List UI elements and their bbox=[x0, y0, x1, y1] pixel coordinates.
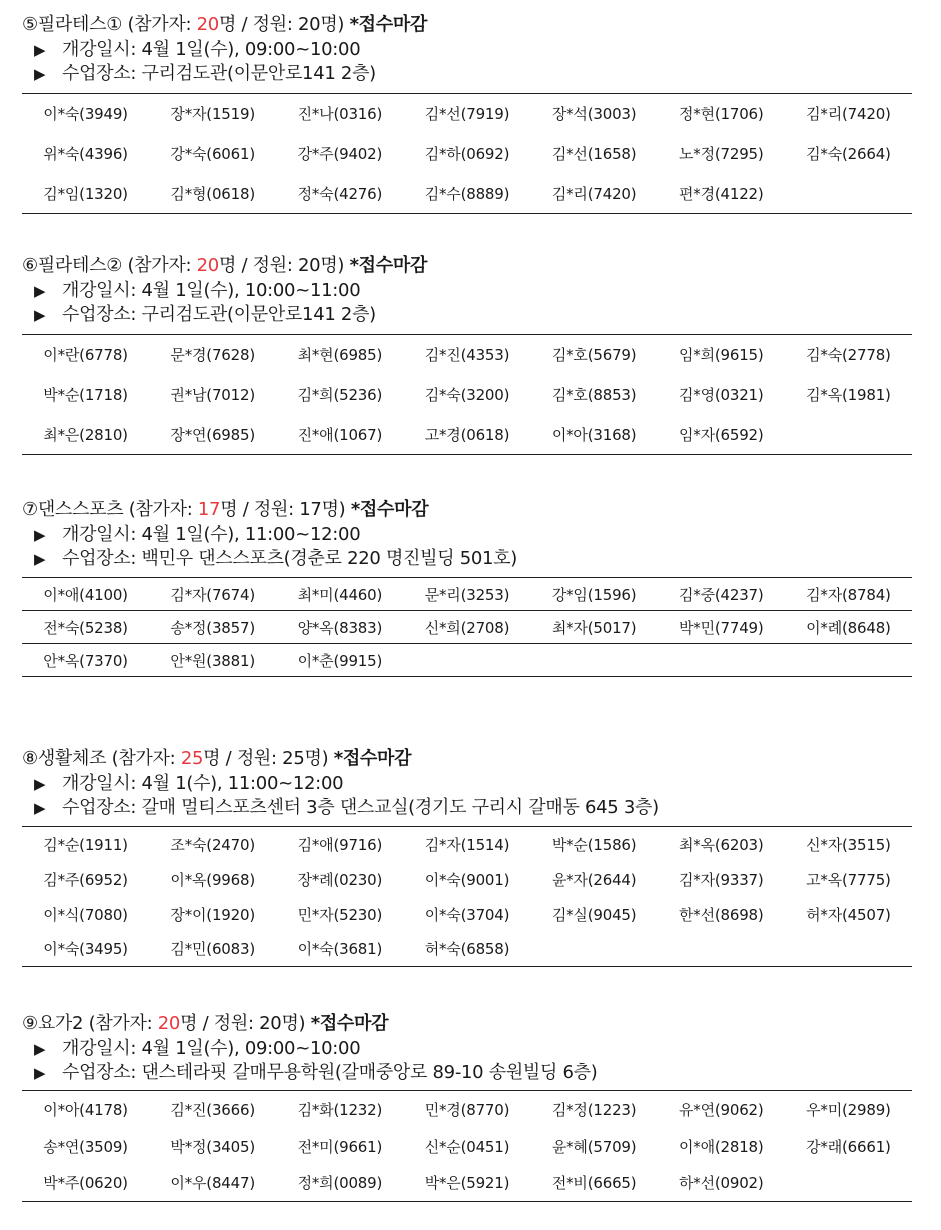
participant-cell: 문*경(7628) bbox=[170, 346, 255, 365]
participant-cell: 강*숙(6061) bbox=[170, 145, 255, 163]
participant-count: 17 bbox=[197, 499, 221, 520]
participant-cell: 이*숙(9001) bbox=[424, 870, 510, 889]
participant-cell: 이*숙(3681) bbox=[297, 940, 383, 959]
participant-cell: 조*숙(2470) bbox=[170, 835, 255, 854]
participant-cell: 김*자(8784) bbox=[806, 585, 891, 604]
participants-prefix: (참가자: bbox=[127, 14, 197, 35]
table-row bbox=[22, 1165, 912, 1202]
participant-cell: 정*숙(4276) bbox=[297, 184, 383, 203]
closed-notice: *접수마감 bbox=[349, 14, 428, 35]
participant-cell: 장*이(1920) bbox=[170, 905, 255, 924]
place-line: ▶ 수업장소: 백민우 댄스스포츠(경춘로 220 명진빌딩 501호) bbox=[34, 548, 517, 569]
triangle-bullet-icon: ▶ bbox=[34, 1064, 46, 1082]
place-line: ▶ 수업장소: 구리검도관(이문안로141 2층) bbox=[34, 304, 376, 325]
participant-cell: 최*자(5017) bbox=[551, 618, 637, 637]
closed-notice: *접수마감 bbox=[350, 499, 429, 520]
class-section-pilates-2 bbox=[22, 253, 912, 455]
participant-cell: 최*미(4460) bbox=[297, 585, 383, 604]
participant-cell: 박*순(1586) bbox=[551, 835, 637, 854]
participant-cell: 최*은(2810) bbox=[43, 425, 128, 444]
participant-cell: 김*자(1514) bbox=[424, 835, 510, 854]
participant-cell: 우*미(2989) bbox=[806, 1100, 891, 1119]
participant-table bbox=[22, 93, 912, 214]
participant-cell: 김*애(9716) bbox=[297, 835, 383, 854]
participant-cell: 장*연(6985) bbox=[170, 425, 255, 444]
participant-cell: 이*숙(3495) bbox=[43, 940, 128, 959]
participant-cell: 이*례(8648) bbox=[806, 618, 891, 637]
participant-cell: 민*자(5230) bbox=[297, 905, 383, 924]
class-title: ⑨요가2 bbox=[22, 1013, 84, 1034]
participant-cell: 위*숙(4396) bbox=[43, 145, 128, 163]
participant-cell: 노*정(7295) bbox=[678, 145, 764, 163]
participant-cell: 윤*혜(5709) bbox=[551, 1137, 637, 1156]
participant-cell: 임*자(6592) bbox=[678, 425, 764, 444]
participants-prefix: (참가자: bbox=[127, 255, 197, 276]
place-line: ▶ 수업장소: 구리검도관(이문안로141 2층) bbox=[34, 63, 376, 84]
participant-cell: 허*자(4507) bbox=[806, 905, 891, 924]
capacity-text: 명 / 정원: 20명) bbox=[218, 255, 345, 276]
participant-cell: 진*애(1067) bbox=[297, 425, 383, 444]
participant-cell: 안*원(3881) bbox=[170, 651, 255, 670]
participant-cell: 김*실(9045) bbox=[551, 905, 637, 924]
participant-cell: 김*선(1658) bbox=[551, 145, 637, 163]
participant-cell: 김*옥(1981) bbox=[806, 386, 891, 404]
participant-cell: 허*숙(6858) bbox=[424, 940, 510, 959]
table-row bbox=[22, 644, 912, 677]
participant-cell: 이*숙(3949) bbox=[43, 105, 128, 124]
participant-cell: 김*하(0692) bbox=[424, 145, 510, 163]
closed-notice: *접수마감 bbox=[333, 748, 412, 769]
class-title: ⑧생활체조 bbox=[22, 748, 107, 769]
participant-cell: 신*자(3515) bbox=[806, 835, 891, 854]
participant-cell: 김*순(1911) bbox=[43, 835, 128, 854]
triangle-bullet-icon: ▶ bbox=[34, 282, 46, 300]
triangle-bullet-icon: ▶ bbox=[34, 65, 46, 83]
participant-cell: 강*임(1596) bbox=[551, 585, 637, 604]
participant-cell: 김*리(7420) bbox=[551, 184, 637, 203]
participant-cell: 최*현(6985) bbox=[297, 346, 383, 365]
triangle-bullet-icon: ▶ bbox=[34, 306, 46, 324]
participant-cell: 김*주(6952) bbox=[43, 870, 128, 889]
participant-cell: 진*나(0316) bbox=[297, 105, 383, 124]
class-title: ⑥필라테스② bbox=[22, 255, 123, 276]
place-line: ▶ 수업장소: 갈매 멀티스포츠센터 3층 댄스교실(경기도 구리시 갈매동 645 3층) bbox=[34, 797, 659, 818]
participants-prefix: (참가자: bbox=[88, 1013, 158, 1034]
participant-cell: 전*숙(5238) bbox=[43, 618, 128, 637]
participant-cell: 편*경(4122) bbox=[678, 184, 764, 203]
capacity-text: 명 / 정원: 17명) bbox=[220, 499, 346, 520]
triangle-bullet-icon: ▶ bbox=[34, 41, 46, 59]
participant-cell: 안*옥(7370) bbox=[43, 651, 128, 670]
participant-cell: 송*정(3857) bbox=[170, 618, 255, 637]
closed-notice: *접수마감 bbox=[349, 255, 428, 276]
participant-cell: 김*숙(3200) bbox=[424, 386, 510, 404]
table-row bbox=[22, 174, 912, 214]
participants-prefix: (참가자: bbox=[128, 499, 198, 520]
participant-cell: 이*애(2818) bbox=[678, 1137, 764, 1156]
participant-cell: 이*아(4178) bbox=[43, 1100, 128, 1119]
participant-cell: 김*희(5236) bbox=[297, 386, 383, 404]
participant-table bbox=[22, 334, 912, 455]
participant-cell bbox=[658, 644, 785, 677]
participant-cell: 박*주(0620) bbox=[43, 1174, 128, 1193]
participant-cell: 김*임(1320) bbox=[43, 184, 128, 203]
participant-cell: 하*선(0902) bbox=[678, 1174, 764, 1193]
participants-prefix: (참가자: bbox=[111, 748, 181, 769]
participant-cell bbox=[785, 932, 912, 967]
participant-cell: 강*래(6661) bbox=[806, 1137, 891, 1156]
capacity-text: 명 / 정원: 20명) bbox=[218, 14, 345, 35]
section-title-line bbox=[22, 497, 912, 523]
participant-cell: 이*춘(9915) bbox=[297, 651, 383, 670]
participant-cell: 한*선(8698) bbox=[678, 905, 764, 924]
participant-cell bbox=[658, 932, 785, 967]
participant-cell: 장*석(3003) bbox=[551, 105, 637, 124]
participant-cell: 이*란(6778) bbox=[43, 346, 128, 365]
participant-cell: 김*화(1232) bbox=[297, 1100, 383, 1119]
participant-cell: 신*순(0451) bbox=[424, 1137, 510, 1156]
participant-cell: 유*연(9062) bbox=[678, 1100, 764, 1119]
participant-cell: 전*미(9661) bbox=[297, 1137, 383, 1156]
class-section-pilates-1 bbox=[22, 12, 912, 214]
participant-cell: 박*은(5921) bbox=[424, 1174, 510, 1193]
participant-cell: 김*자(7674) bbox=[170, 585, 255, 604]
participant-cell: 이*애(4100) bbox=[43, 585, 128, 604]
participant-cell: 김*선(7919) bbox=[424, 105, 510, 124]
participant-cell: 김*형(0618) bbox=[170, 184, 255, 203]
participant-cell: 김*호(5679) bbox=[551, 346, 637, 365]
participant-cell: 이*아(3168) bbox=[551, 425, 637, 444]
table-row bbox=[22, 611, 912, 644]
participant-cell: 박*순(1718) bbox=[43, 386, 128, 404]
table-row bbox=[22, 335, 912, 375]
capacity-text: 명 / 정원: 25명) bbox=[203, 748, 329, 769]
participant-cell: 김*수(8889) bbox=[424, 184, 510, 203]
participant-table bbox=[22, 826, 912, 967]
participant-cell bbox=[785, 174, 912, 214]
triangle-bullet-icon: ▶ bbox=[34, 775, 46, 793]
participant-count: 20 bbox=[196, 255, 219, 276]
participant-cell: 김*숙(2664) bbox=[806, 145, 891, 163]
triangle-bullet-icon: ▶ bbox=[34, 550, 46, 568]
participant-cell: 장*자(1519) bbox=[170, 105, 255, 124]
participant-cell: 고*경(0618) bbox=[424, 425, 510, 444]
triangle-bullet-icon: ▶ bbox=[34, 1040, 46, 1058]
participant-cell bbox=[785, 1165, 912, 1202]
section-title-line bbox=[22, 1011, 912, 1037]
participant-cell: 김*정(1223) bbox=[551, 1100, 637, 1119]
date-line: ▶ 개강일시: 4월 1일(수), 10:00~11:00 bbox=[34, 280, 361, 301]
participant-cell: 박*정(3405) bbox=[170, 1137, 255, 1156]
participant-cell: 문*리(3253) bbox=[424, 585, 510, 604]
participant-cell: 전*비(6665) bbox=[551, 1174, 637, 1193]
participant-cell: 김*진(3666) bbox=[170, 1100, 255, 1119]
participant-cell bbox=[531, 644, 658, 677]
participant-cell: 김*민(6083) bbox=[170, 940, 255, 959]
capacity-text: 명 / 정원: 20명) bbox=[180, 1013, 306, 1034]
table-row bbox=[22, 578, 912, 611]
date-line: ▶ 개강일시: 4월 1일(수), 09:00~10:00 bbox=[34, 1038, 361, 1059]
participant-cell: 정*희(0089) bbox=[297, 1174, 383, 1193]
date-line: ▶ 개강일시: 4월 1일(수), 09:00~10:00 bbox=[34, 39, 361, 60]
table-row bbox=[22, 1128, 912, 1165]
participant-cell: 김*자(9337) bbox=[678, 870, 764, 889]
participant-count: 20 bbox=[157, 1013, 181, 1034]
participant-cell: 김*숙(2778) bbox=[806, 346, 891, 365]
place-line: ▶ 수업장소: 댄스테라핏 갈매무용학원(갈매중앙로 89-10 송원빌딩 6층) bbox=[34, 1062, 598, 1083]
participant-cell: 민*경(8770) bbox=[424, 1100, 510, 1119]
participant-cell: 강*주(9402) bbox=[297, 145, 383, 163]
participant-cell: 신*희(2708) bbox=[424, 618, 510, 637]
triangle-bullet-icon: ▶ bbox=[34, 526, 46, 544]
triangle-bullet-icon: ▶ bbox=[34, 799, 46, 817]
table-row bbox=[22, 375, 912, 415]
participant-cell: 김*진(4353) bbox=[424, 346, 510, 365]
participant-cell: 김*리(7420) bbox=[806, 105, 891, 124]
participant-cell bbox=[785, 415, 912, 455]
participant-cell: 최*옥(6203) bbox=[678, 835, 764, 854]
participant-cell bbox=[531, 932, 658, 967]
participant-count: 20 bbox=[196, 14, 219, 35]
date-line: ▶ 개강일시: 4월 1(수), 11:00~12:00 bbox=[34, 773, 344, 794]
class-title: ⑦댄스스포츠 bbox=[22, 499, 124, 520]
table-row bbox=[22, 862, 912, 897]
participant-table bbox=[22, 577, 912, 677]
participant-cell: 이*식(7080) bbox=[43, 905, 128, 924]
section-title-line bbox=[22, 253, 912, 279]
table-row bbox=[22, 415, 912, 455]
table-row bbox=[22, 94, 912, 134]
class-section-dance-sports bbox=[22, 497, 912, 677]
participant-cell: 이*우(8447) bbox=[170, 1174, 255, 1193]
participant-cell: 송*연(3509) bbox=[43, 1137, 128, 1156]
participant-table bbox=[22, 1090, 912, 1202]
class-section-aerobics bbox=[22, 746, 912, 967]
participant-cell: 장*례(0230) bbox=[297, 870, 383, 889]
participant-cell: 김*호(8853) bbox=[551, 386, 637, 404]
class-section-yoga-2 bbox=[22, 1011, 912, 1202]
participant-cell: 박*민(7749) bbox=[678, 618, 764, 637]
participant-cell: 임*희(9615) bbox=[678, 346, 764, 365]
participant-cell: 정*현(1706) bbox=[678, 105, 764, 124]
closed-notice: *접수마감 bbox=[310, 1013, 389, 1034]
table-row bbox=[22, 897, 912, 932]
participant-cell: 김*중(4237) bbox=[678, 585, 764, 604]
date-line: ▶ 개강일시: 4월 1일(수), 11:00~12:00 bbox=[34, 524, 361, 545]
participant-cell: 이*옥(9968) bbox=[170, 870, 255, 889]
class-title: ⑤필라테스① bbox=[22, 14, 123, 35]
table-row bbox=[22, 932, 912, 967]
table-row bbox=[22, 1091, 912, 1128]
participant-cell: 양*옥(8383) bbox=[297, 618, 383, 637]
participant-cell: 이*숙(3704) bbox=[424, 905, 510, 924]
section-title-line bbox=[22, 746, 912, 772]
participant-cell bbox=[403, 644, 530, 677]
participant-cell: 권*남(7012) bbox=[170, 386, 255, 404]
section-title-line bbox=[22, 12, 912, 38]
participant-cell: 김*영(0321) bbox=[678, 386, 764, 404]
table-row bbox=[22, 134, 912, 174]
participant-cell bbox=[785, 644, 912, 677]
participant-cell: 윤*자(2644) bbox=[551, 870, 637, 889]
participant-count: 25 bbox=[180, 748, 204, 769]
table-row bbox=[22, 827, 912, 862]
participant-cell: 고*옥(7775) bbox=[806, 870, 891, 889]
